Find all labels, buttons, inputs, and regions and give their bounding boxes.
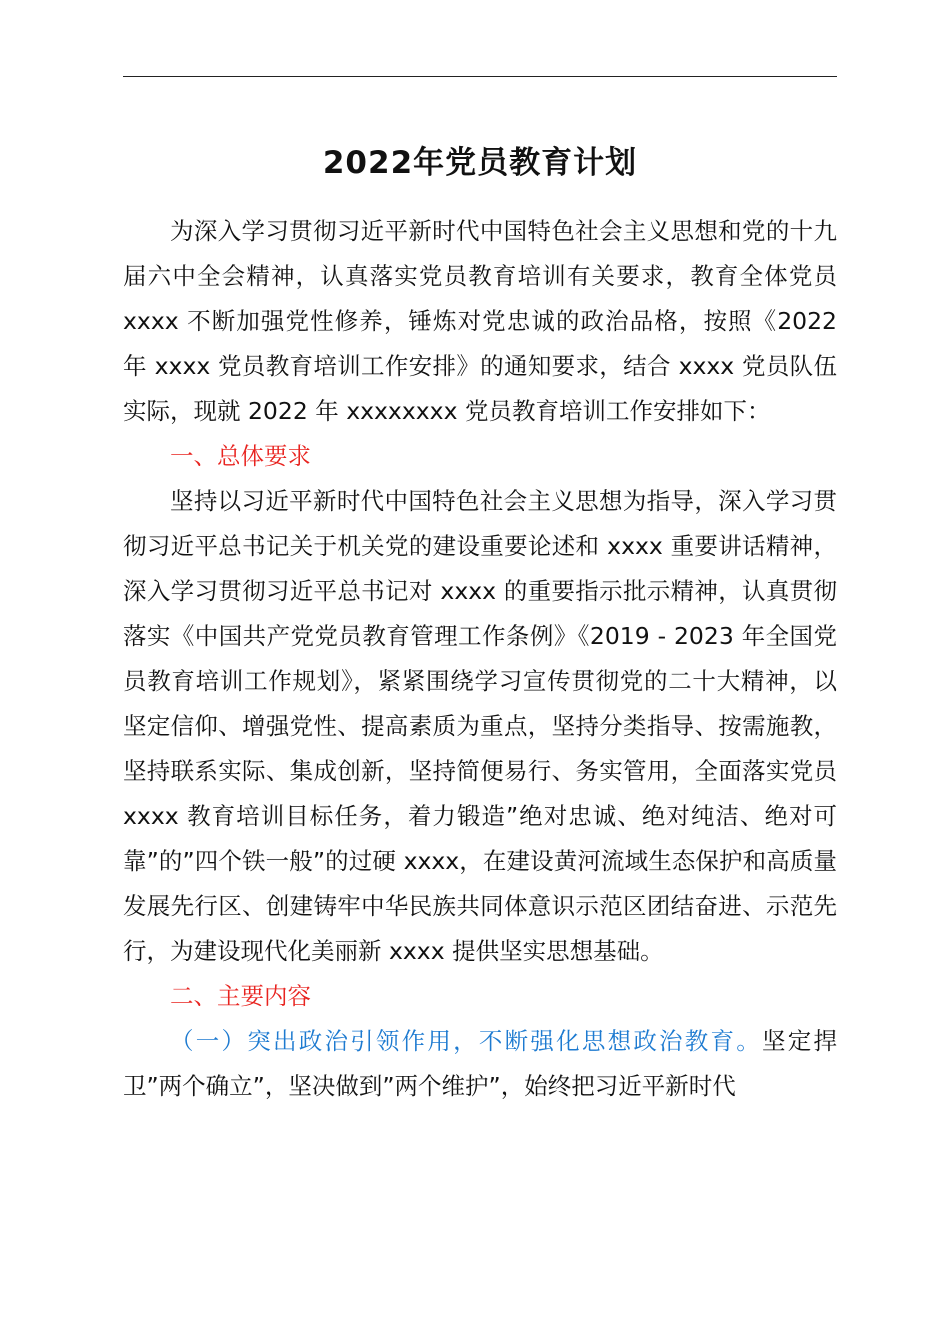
subsection-body-political-leadership: 坚定捍卫”两个确立”，坚决做到”两个维护”，始终把习近平新时代: [123, 1027, 838, 1100]
main-content-paragraph: [123, 1019, 837, 1109]
general-requirements-paragraph: 坚持以习近平新时代中国特色社会主义思想为指导，深入学习贯彻习近平总书记关于机关党的建设重要论述和 xxxx 重要讲话精神，深入学习贯彻习近平总书记对 xxxx 的重要指示批示精神，认真贯彻落实《中国共产党党员教育管理工作条例》《2019 - 2023 年全国党员教育培训工作规划》，紧紧围绕学习宣传贯彻党的二十大精神，以坚定信仰、增强党性、提高素质为重点，坚持分类指导、按需施教，坚持联系实际、集成创新，坚持简便易行、务实管用，全面落实党员 xxxx 教育培训目标任务，着力锻造”绝对忠诚、绝对纯洁、绝对可靠”的”四个铁一般”的过硬 xxxx，在建设黄河流域生态保护和高质量发展先行区、创建铸牢中华民族共同体意识示范区团结奋进、示范先行，为建设现代化美丽新 xxxx 提供坚实思想基础。: [123, 487, 837, 965]
intro-paragraph: 为深入学习贯彻习近平新时代中国特色社会主义思想和党的十九届六中全会精神，认真落实党员教育培训有关要求，教育全体党员 xxxx 不断加强党性修养，锤炼对党忠诚的政治品格，按照《2022 年 xxxx 党员教育培训工作安排》的通知要求，结合 xxxx 党员队伍实际，现就 2022 年 xxxxxxxx 党员教育培训工作安排如下：: [123, 217, 837, 425]
document-body: [123, 209, 837, 1109]
section-heading-main-content: 二、主要内容: [170, 982, 311, 1010]
subsection-heading-political-leadership: （一）突出政治引领作用，不断强化思想政治教育。: [170, 1027, 763, 1055]
document-title: 2022年党员教育计划: [322, 145, 638, 181]
section-heading-general-requirements: 一、总体要求: [170, 442, 311, 470]
header-rule: [123, 76, 837, 77]
